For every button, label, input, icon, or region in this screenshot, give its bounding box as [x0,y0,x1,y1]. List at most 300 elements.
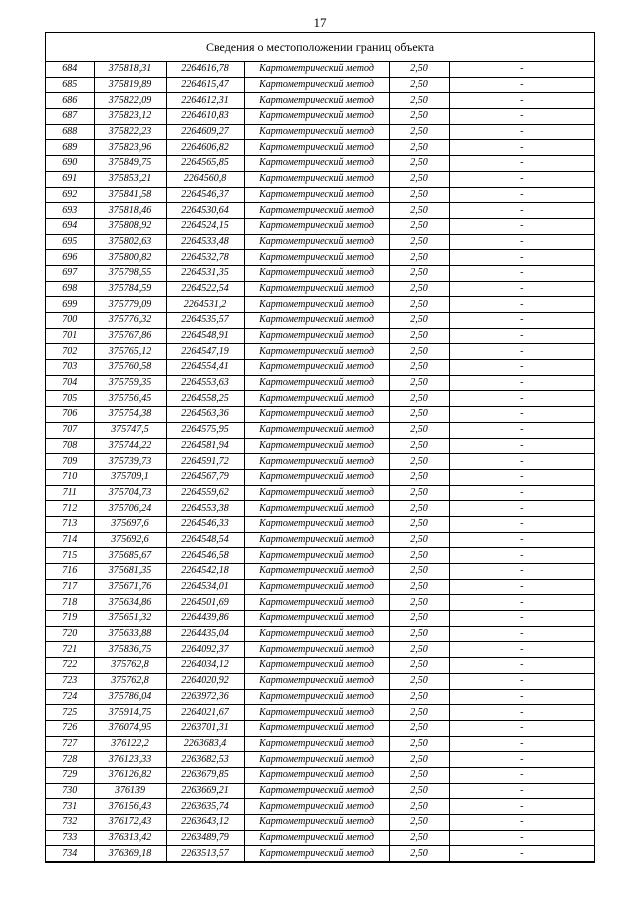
table-row [46,344,594,360]
method-cell: Картометрический метод [244,328,389,344]
method-cell: Картометрический метод [244,783,389,799]
point-number-cell: 690 [46,156,94,172]
point-number-cell: 713 [46,516,94,532]
table-row [46,485,594,501]
method-cell: Картометрический метод [244,124,389,140]
description-cell: - [449,564,594,580]
point-number-cell: 687 [46,109,94,125]
y-coordinate-cell: 2264547,19 [166,344,244,360]
y-coordinate-cell: 2264615,47 [166,77,244,93]
description-cell: - [449,62,594,77]
y-coordinate-cell: 2264563,36 [166,407,244,423]
point-number-cell: 730 [46,783,94,799]
x-coordinate-cell: 375823,12 [94,109,166,125]
description-cell: - [449,203,594,219]
point-number-cell: 710 [46,469,94,485]
x-coordinate-cell: 375853,21 [94,171,166,187]
y-coordinate-cell: 2263701,31 [166,720,244,736]
accuracy-cell: 2,50 [389,469,449,485]
description-cell: - [449,501,594,517]
description-cell: - [449,642,594,658]
x-coordinate-cell: 375818,31 [94,62,166,77]
accuracy-cell: 2,50 [389,564,449,580]
table-row [46,187,594,203]
method-cell: Картометрический метод [244,140,389,156]
point-number-cell: 711 [46,485,94,501]
y-coordinate-cell: 2263683,4 [166,736,244,752]
point-number-cell: 715 [46,548,94,564]
x-coordinate-cell: 375822,09 [94,93,166,109]
point-number-cell: 732 [46,815,94,831]
x-coordinate-cell: 375747,5 [94,422,166,438]
method-cell: Картометрический метод [244,218,389,234]
table-row [46,783,594,799]
description-cell: - [449,626,594,642]
accuracy-cell: 2,50 [389,77,449,93]
method-cell: Картометрический метод [244,62,389,77]
table-row [46,642,594,658]
y-coordinate-cell: 2264612,31 [166,93,244,109]
method-cell: Картометрический метод [244,516,389,532]
accuracy-cell: 2,50 [389,109,449,125]
x-coordinate-cell: 375760,58 [94,360,166,376]
accuracy-cell: 2,50 [389,783,449,799]
description-cell: - [449,548,594,564]
x-coordinate-cell: 376123,33 [94,752,166,768]
point-number-cell: 723 [46,673,94,689]
description-cell: - [449,752,594,768]
table-row [46,265,594,281]
point-number-cell: 707 [46,422,94,438]
table-row [46,375,594,391]
table-row [46,454,594,470]
accuracy-cell: 2,50 [389,658,449,674]
accuracy-cell: 2,50 [389,799,449,815]
x-coordinate-cell: 375651,32 [94,611,166,627]
point-number-cell: 696 [46,250,94,266]
table-row [46,799,594,815]
method-cell: Картометрический метод [244,203,389,219]
point-number-cell: 697 [46,265,94,281]
description-cell: - [449,234,594,250]
method-cell: Картометрический метод [244,548,389,564]
method-cell: Картометрический метод [244,77,389,93]
table-row [46,846,594,862]
y-coordinate-cell: 2264542,18 [166,564,244,580]
y-coordinate-cell: 2264522,54 [166,281,244,297]
description-cell: - [449,313,594,329]
x-coordinate-cell: 375776,32 [94,313,166,329]
x-coordinate-cell: 375739,73 [94,454,166,470]
point-number-cell: 704 [46,375,94,391]
description-cell: - [449,830,594,846]
description-cell: - [449,705,594,721]
method-cell: Картометрический метод [244,187,389,203]
y-coordinate-cell: 2264553,63 [166,375,244,391]
point-number-cell: 731 [46,799,94,815]
description-cell: - [449,736,594,752]
description-cell: - [449,579,594,595]
method-cell: Картометрический метод [244,752,389,768]
accuracy-cell: 2,50 [389,485,449,501]
point-number-cell: 721 [46,642,94,658]
point-number-cell: 689 [46,140,94,156]
description-cell: - [449,673,594,689]
point-number-cell: 703 [46,360,94,376]
method-cell: Картометрический метод [244,736,389,752]
accuracy-cell: 2,50 [389,438,449,454]
point-number-cell: 720 [46,626,94,642]
description-cell: - [449,156,594,172]
boundary-sheet [45,32,595,863]
accuracy-cell: 2,50 [389,422,449,438]
x-coordinate-cell: 375841,58 [94,187,166,203]
description-cell: - [449,485,594,501]
accuracy-cell: 2,50 [389,62,449,77]
table-row [46,407,594,423]
table-row [46,328,594,344]
x-coordinate-cell: 376074,95 [94,720,166,736]
method-cell: Картометрический метод [244,250,389,266]
method-cell: Картометрический метод [244,673,389,689]
table-row [46,140,594,156]
description-cell: - [449,469,594,485]
point-number-cell: 686 [46,93,94,109]
description-cell: - [449,93,594,109]
point-number-cell: 692 [46,187,94,203]
accuracy-cell: 2,50 [389,93,449,109]
accuracy-cell: 2,50 [389,642,449,658]
table-row [46,93,594,109]
y-coordinate-cell: 2263489,79 [166,830,244,846]
method-cell: Картометрический метод [244,469,389,485]
table-row [46,705,594,721]
x-coordinate-cell: 375849,75 [94,156,166,172]
table-row [46,422,594,438]
y-coordinate-cell: 2264548,54 [166,532,244,548]
accuracy-cell: 2,50 [389,375,449,391]
x-coordinate-cell: 375709,1 [94,469,166,485]
table-row [46,564,594,580]
point-number-cell: 706 [46,407,94,423]
accuracy-cell: 2,50 [389,297,449,313]
page-number: 17 [313,15,327,30]
x-coordinate-cell: 375762,8 [94,658,166,674]
method-cell: Картометрический метод [244,281,389,297]
point-number-cell: 712 [46,501,94,517]
x-coordinate-cell: 375836,75 [94,642,166,658]
y-coordinate-cell: 2263972,36 [166,689,244,705]
description-cell: - [449,344,594,360]
accuracy-cell: 2,50 [389,171,449,187]
description-cell: - [449,595,594,611]
table-row [46,548,594,564]
accuracy-cell: 2,50 [389,611,449,627]
description-cell: - [449,109,594,125]
method-cell: Картометрический метод [244,532,389,548]
y-coordinate-cell: 2264609,27 [166,124,244,140]
method-cell: Картометрический метод [244,344,389,360]
x-coordinate-cell: 375633,88 [94,626,166,642]
y-coordinate-cell: 2264554,41 [166,360,244,376]
x-coordinate-cell: 375784,59 [94,281,166,297]
y-coordinate-cell: 2264616,78 [166,62,244,77]
method-cell: Картометрический метод [244,642,389,658]
method-cell: Картометрический метод [244,438,389,454]
point-number-cell: 722 [46,658,94,674]
accuracy-cell: 2,50 [389,626,449,642]
description-cell: - [449,187,594,203]
table-row [46,532,594,548]
x-coordinate-cell: 375822,23 [94,124,166,140]
table-row [46,203,594,219]
y-coordinate-cell: 2264534,01 [166,579,244,595]
y-coordinate-cell: 2264581,94 [166,438,244,454]
point-number-cell: 708 [46,438,94,454]
point-number-cell: 691 [46,171,94,187]
description-cell: - [449,799,594,815]
coordinates-table [46,62,594,862]
point-number-cell: 717 [46,579,94,595]
x-coordinate-cell: 376369,18 [94,846,166,862]
x-coordinate-cell: 375704,73 [94,485,166,501]
table-row [46,469,594,485]
point-number-cell: 685 [46,77,94,93]
x-coordinate-cell: 375765,12 [94,344,166,360]
accuracy-cell: 2,50 [389,548,449,564]
description-cell: - [449,77,594,93]
accuracy-cell: 2,50 [389,454,449,470]
y-coordinate-cell: 2264546,33 [166,516,244,532]
accuracy-cell: 2,50 [389,360,449,376]
point-number-cell: 695 [46,234,94,250]
description-cell: - [449,407,594,423]
point-number-cell: 714 [46,532,94,548]
point-number-cell: 719 [46,611,94,627]
x-coordinate-cell: 375681,35 [94,564,166,580]
x-coordinate-cell: 376139 [94,783,166,799]
accuracy-cell: 2,50 [389,501,449,517]
accuracy-cell: 2,50 [389,705,449,721]
y-coordinate-cell: 2264559,62 [166,485,244,501]
x-coordinate-cell: 376156,43 [94,799,166,815]
accuracy-cell: 2,50 [389,328,449,344]
description-cell: - [449,767,594,783]
point-number-cell: 727 [46,736,94,752]
method-cell: Картометрический метод [244,626,389,642]
method-cell: Картометрический метод [244,611,389,627]
x-coordinate-cell: 375744,22 [94,438,166,454]
description-cell: - [449,815,594,831]
description-cell: - [449,265,594,281]
accuracy-cell: 2,50 [389,265,449,281]
y-coordinate-cell: 2264606,82 [166,140,244,156]
y-coordinate-cell: 2263679,85 [166,767,244,783]
accuracy-cell: 2,50 [389,689,449,705]
method-cell: Картометрический метод [244,564,389,580]
accuracy-cell: 2,50 [389,532,449,548]
accuracy-cell: 2,50 [389,830,449,846]
table-row [46,752,594,768]
y-coordinate-cell: 2264531,35 [166,265,244,281]
x-coordinate-cell: 375697,6 [94,516,166,532]
x-coordinate-cell: 376313,42 [94,830,166,846]
method-cell: Картометрический метод [244,454,389,470]
y-coordinate-cell: 2264439,86 [166,611,244,627]
table-row [46,77,594,93]
x-coordinate-cell: 375685,67 [94,548,166,564]
table-row [46,815,594,831]
y-coordinate-cell: 2264546,58 [166,548,244,564]
method-cell: Картометрический метод [244,485,389,501]
x-coordinate-cell: 375671,76 [94,579,166,595]
description-cell: - [449,422,594,438]
table-row [46,438,594,454]
point-number-cell: 700 [46,313,94,329]
accuracy-cell: 2,50 [389,579,449,595]
description-cell: - [449,218,594,234]
y-coordinate-cell: 2264501,69 [166,595,244,611]
table-row [46,234,594,250]
point-number-cell: 726 [46,720,94,736]
table-row [46,109,594,125]
description-cell: - [449,720,594,736]
table-row [46,673,594,689]
method-cell: Картометрический метод [244,579,389,595]
table-row [46,391,594,407]
method-cell: Картометрический метод [244,767,389,783]
method-cell: Картометрический метод [244,799,389,815]
description-cell: - [449,516,594,532]
method-cell: Картометрический метод [244,265,389,281]
method-cell: Картометрический метод [244,234,389,250]
accuracy-cell: 2,50 [389,156,449,172]
method-cell: Картометрический метод [244,93,389,109]
accuracy-cell: 2,50 [389,673,449,689]
table-row [46,250,594,266]
point-number-cell: 728 [46,752,94,768]
table-row [46,736,594,752]
method-cell: Картометрический метод [244,705,389,721]
method-cell: Картометрический метод [244,720,389,736]
accuracy-cell: 2,50 [389,752,449,768]
y-coordinate-cell: 2264020,92 [166,673,244,689]
y-coordinate-cell: 2264021,67 [166,705,244,721]
table-row [46,62,594,77]
description-cell: - [449,532,594,548]
y-coordinate-cell: 2264524,15 [166,218,244,234]
method-cell: Картометрический метод [244,422,389,438]
method-cell: Картометрический метод [244,658,389,674]
description-cell: - [449,658,594,674]
accuracy-cell: 2,50 [389,767,449,783]
method-cell: Картометрический метод [244,830,389,846]
y-coordinate-cell: 2264530,64 [166,203,244,219]
x-coordinate-cell: 375786,04 [94,689,166,705]
point-number-cell: 701 [46,328,94,344]
x-coordinate-cell: 375692,6 [94,532,166,548]
y-coordinate-cell: 2264535,57 [166,313,244,329]
table-row [46,218,594,234]
point-number-cell: 709 [46,454,94,470]
accuracy-cell: 2,50 [389,140,449,156]
table-row [46,360,594,376]
method-cell: Картометрический метод [244,375,389,391]
table-row [46,830,594,846]
description-cell: - [449,846,594,862]
accuracy-cell: 2,50 [389,124,449,140]
method-cell: Картометрический метод [244,407,389,423]
y-coordinate-cell: 2264533,48 [166,234,244,250]
table-row [46,611,594,627]
table-row [46,156,594,172]
y-coordinate-cell: 2264560,8 [166,171,244,187]
y-coordinate-cell: 2264610,83 [166,109,244,125]
x-coordinate-cell: 375819,89 [94,77,166,93]
accuracy-cell: 2,50 [389,234,449,250]
y-coordinate-cell: 2264546,37 [166,187,244,203]
x-coordinate-cell: 375798,55 [94,265,166,281]
y-coordinate-cell: 2263669,21 [166,783,244,799]
accuracy-cell: 2,50 [389,720,449,736]
y-coordinate-cell: 2264532,78 [166,250,244,266]
description-cell: - [449,611,594,627]
point-number-cell: 724 [46,689,94,705]
point-number-cell: 716 [46,564,94,580]
point-number-cell: 694 [46,218,94,234]
x-coordinate-cell: 376126,82 [94,767,166,783]
y-coordinate-cell: 2264092,37 [166,642,244,658]
table-row [46,689,594,705]
method-cell: Картометрический метод [244,360,389,376]
y-coordinate-cell: 2264531,2 [166,297,244,313]
point-number-cell: 733 [46,830,94,846]
y-coordinate-cell: 2263635,74 [166,799,244,815]
description-cell: - [449,124,594,140]
x-coordinate-cell: 375754,38 [94,407,166,423]
table-row [46,281,594,297]
method-cell: Картометрический метод [244,297,389,313]
description-cell: - [449,140,594,156]
sheet-title: Сведения о местоположении границ объекта [46,33,594,62]
x-coordinate-cell: 375767,86 [94,328,166,344]
point-number-cell: 693 [46,203,94,219]
x-coordinate-cell: 375914,75 [94,705,166,721]
table-row [46,626,594,642]
description-cell: - [449,328,594,344]
y-coordinate-cell: 2263513,57 [166,846,244,862]
table-row [46,297,594,313]
table-row [46,124,594,140]
y-coordinate-cell: 2264553,38 [166,501,244,517]
accuracy-cell: 2,50 [389,313,449,329]
method-cell: Картометрический метод [244,595,389,611]
method-cell: Картометрический метод [244,156,389,172]
description-cell: - [449,438,594,454]
method-cell: Картометрический метод [244,313,389,329]
y-coordinate-cell: 2264548,91 [166,328,244,344]
accuracy-cell: 2,50 [389,281,449,297]
y-coordinate-cell: 2264558,25 [166,391,244,407]
x-coordinate-cell: 375823,96 [94,140,166,156]
y-coordinate-cell: 2264591,72 [166,454,244,470]
y-coordinate-cell: 2263643,12 [166,815,244,831]
point-number-cell: 698 [46,281,94,297]
x-coordinate-cell: 375706,24 [94,501,166,517]
method-cell: Картометрический метод [244,171,389,187]
point-number-cell: 699 [46,297,94,313]
accuracy-cell: 2,50 [389,407,449,423]
